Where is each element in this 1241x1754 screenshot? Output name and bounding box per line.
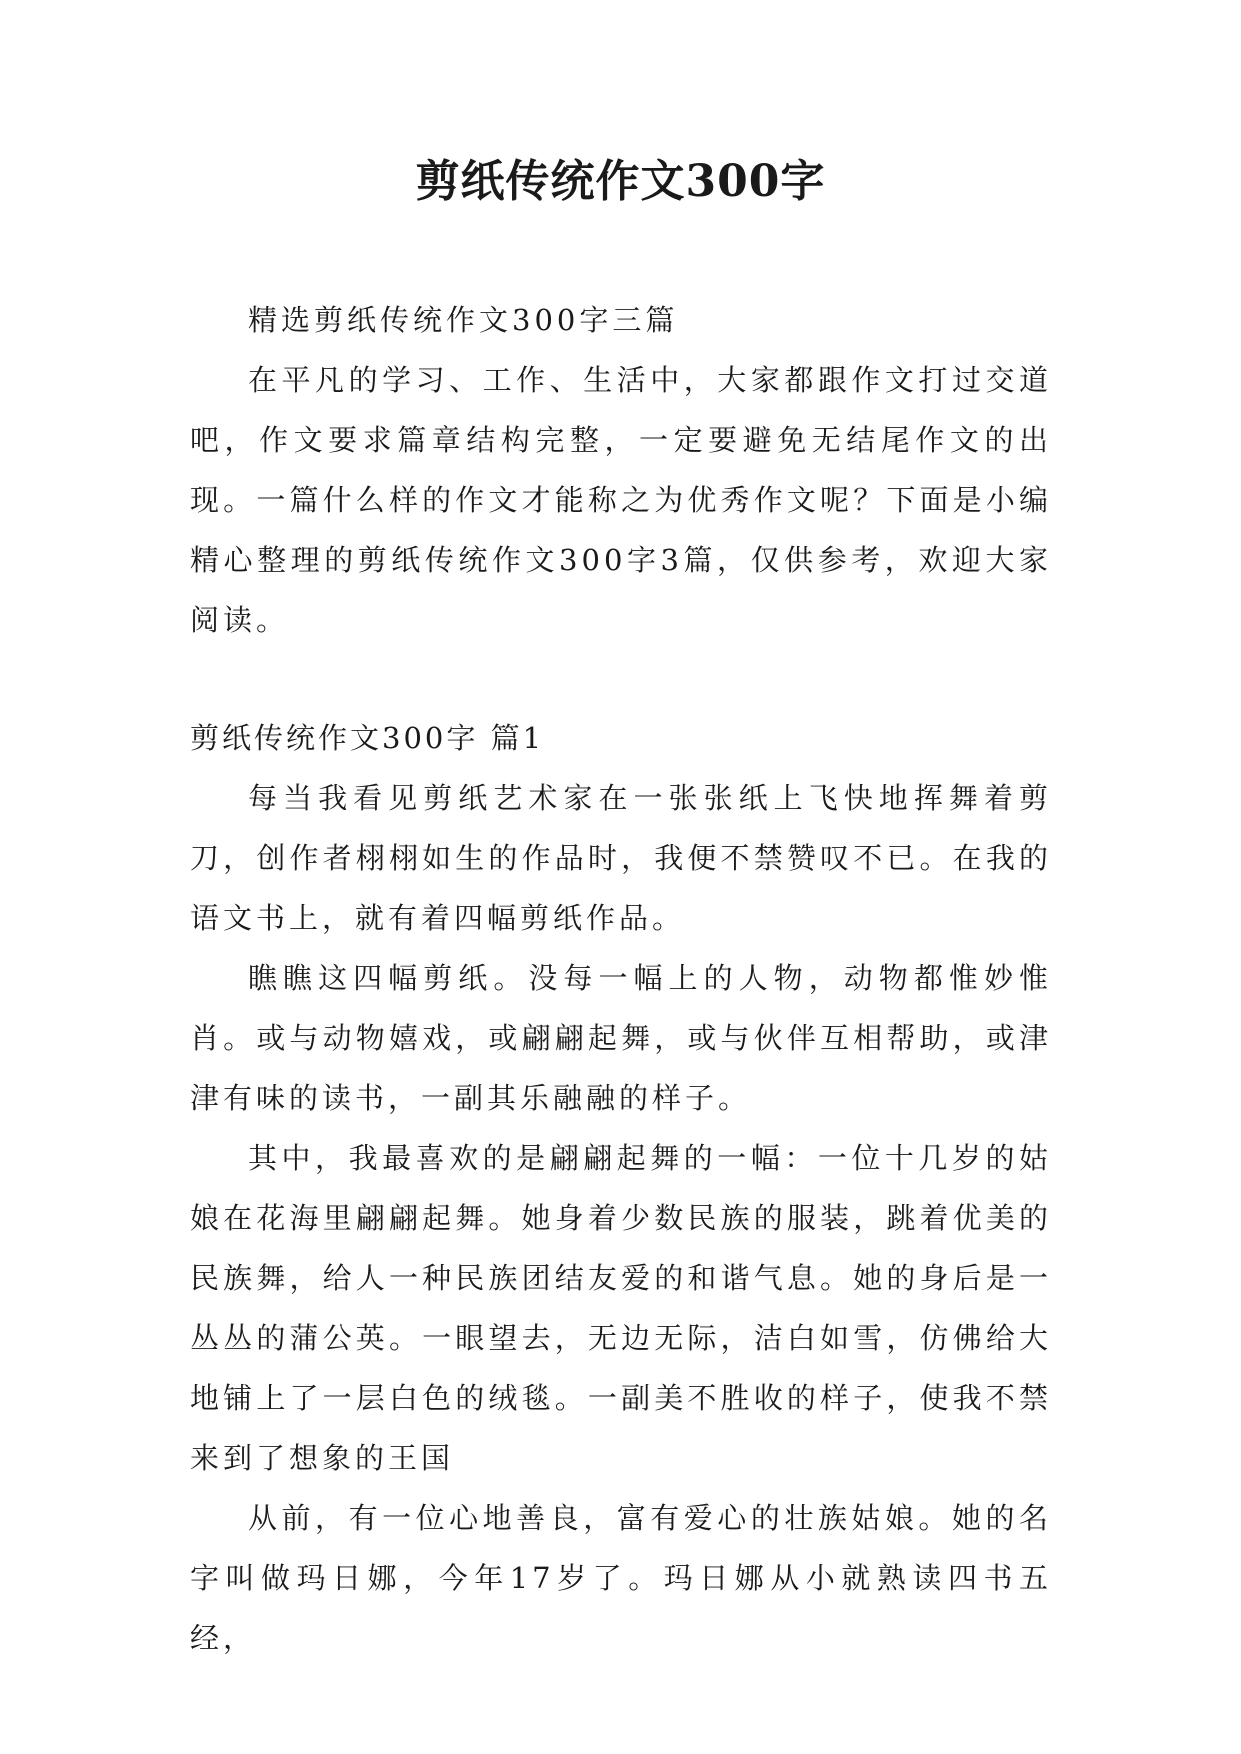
document-title: 剪纸传统作文300字 bbox=[415, 156, 826, 207]
intro-paragraph: 在平凡的学习、工作、生活中，大家都跟作文打过交道吧，作文要求篇章结构完整，一定要避免无结尾作文的出现。一篇什么样的作文才能称之为优秀作文呢？下面是小编精心整理的剪纸传统作文300字3篇，仅供参考，欢迎大家阅读。 bbox=[190, 363, 1052, 637]
section-heading: 剪纸传统作文300字 篇1 bbox=[190, 721, 545, 755]
document-body bbox=[190, 290, 1052, 1668]
body-paragraph-3: 其中，我最喜欢的是翩翩起舞的一幅：一位十几岁的姑娘在花海里翩翩起舞。她身着少数民族的服装，跳着优美的民族舞，给人一种民族团结友爱的和谐气息。她的身后是一丛丛的蒲公英。一眼望去，无边无际，洁白如雪，仿佛给大地铺上了一层白色的绒毯。一副美不胜收的样子，使我不禁来到了想象的王国 bbox=[190, 1141, 1052, 1475]
body-paragraph-4: 从前，有一位心地善良，富有爱心的壮族姑娘。她的名字叫做玛日娜，今年17岁了。玛日娜从小就熟读四书五经， bbox=[190, 1501, 1052, 1655]
body-paragraph-2: 瞧瞧这四幅剪纸。没每一幅上的人物，动物都惟妙惟肖。或与动物嬉戏，或翩翩起舞，或与伙伴互相帮助，或津津有味的读书，一副其乐融融的样子。 bbox=[190, 961, 1052, 1115]
body-paragraph-1: 每当我看见剪纸艺术家在一张张纸上飞快地挥舞着剪刀，创作者栩栩如生的作品时，我便不禁赞叹不已。在我的语文书上，就有着四幅剪纸作品。 bbox=[190, 781, 1052, 935]
section-spacer bbox=[190, 650, 1052, 708]
intro-title: 精选剪纸传统作文300字三篇 bbox=[248, 303, 679, 337]
